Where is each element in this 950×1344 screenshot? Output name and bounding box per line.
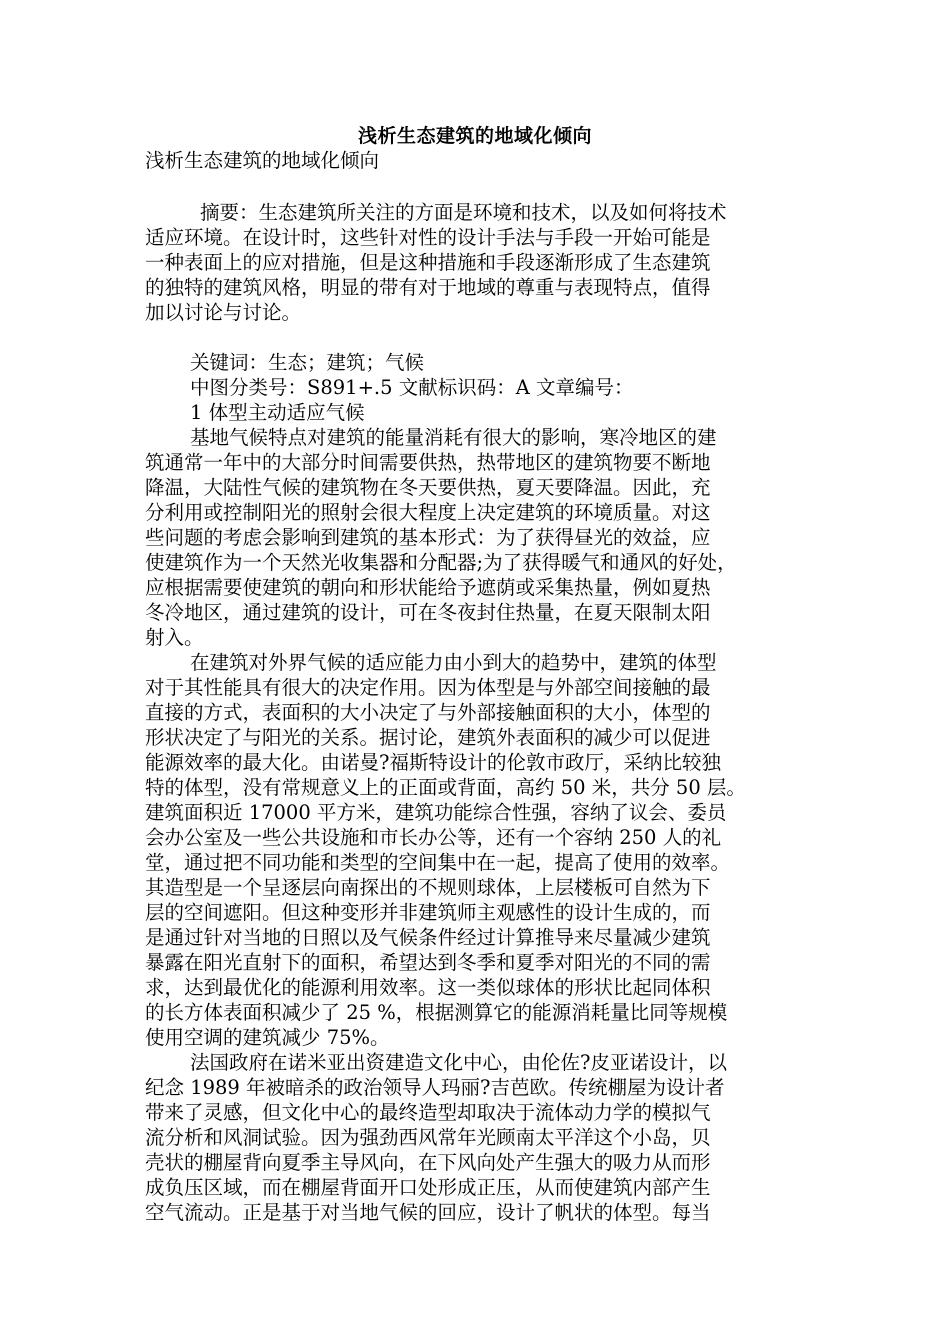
paragraph-line: 层的空间遮阳。但这种变形并非建筑师主观感性的设计生成的，而 (145, 901, 711, 924)
section-heading: 1 体型主动适应气候 (190, 401, 365, 424)
abstract-line: 摘要：生态建筑所关注的方面是环境和技术，以及如何将技术 (200, 201, 727, 224)
paragraph-line: 其造型是一个呈逐层向南探出的不规则球体，上层楼板可自然为下 (145, 876, 711, 899)
paragraph-line: 基地气候特点对建筑的能量消耗有很大的影响，寒冷地区的建 (190, 426, 717, 449)
paragraph-line: 射入。 (145, 626, 204, 649)
paragraph-line: 建筑面积近 17000 平方米，建筑功能综合性强，容纳了议会、委员 (145, 801, 727, 824)
classification-info: 中图分类号：S891+.5 文献标识码：A 文章编号： (190, 376, 634, 399)
abstract-line: 适应环境。在设计时，这些针对性的设计手法与手段一开始可能是 (145, 226, 711, 249)
paragraph-line: 纪念 1989 年被暗杀的政治领导人玛丽?吉芭欧。传统棚屋为设计者 (145, 1076, 725, 1099)
paragraph-line: 法国政府在诺米亚出资建造文化中心，由伦佐?皮亚诺设计，以 (190, 1051, 727, 1074)
paragraph-line: 应根据需要使建筑的朝向和形状能给予遮荫或采集热量，例如夏热 (145, 576, 711, 599)
paragraph-line: 堂，通过把不同功能和类型的空间集中在一起，提高了使用的效率。 (145, 851, 731, 874)
paragraph-line: 求，达到最优化的能源利用效率。这一类似球体的形状比起同体积 (145, 976, 711, 999)
document-subtitle: 浅析生态建筑的地域化倾向 (145, 149, 380, 172)
paragraph-line: 使用空调的建筑减少 75%。 (145, 1026, 390, 1049)
paragraph-line: 形状决定了与阳光的关系。据讨论，建筑外表面积的减少可以促进 (145, 726, 711, 749)
paragraph-line: 对于其性能具有很大的决定作用。因为体型是与外部空间接触的最 (145, 676, 711, 699)
paragraph-line: 使建筑作为一个天然光收集器和分配器;为了获得暖气和通风的好处， (145, 551, 737, 574)
paragraph-line: 成负压区域，而在棚屋背面开口处形成正压，从而使建筑内部产生 (145, 1176, 711, 1199)
paragraph-line: 是通过针对当地的日照以及气候条件经过计算推导来尽量减少建筑 (145, 926, 711, 949)
document-title: 浅析生态建筑的地域化倾向 (357, 125, 592, 147)
paragraph-line: 分利用或控制阳光的照射会很大程度上决定建筑的环境质量。对这 (145, 501, 711, 524)
keywords: 关键词：生态；建筑；气候 (190, 351, 425, 374)
paragraph-line: 直接的方式，表面积的大小决定了与外部接触面积的大小，体型的 (145, 701, 711, 724)
abstract-line: 的独特的建筑风格，明显的带有对于地域的尊重与表现特点，值得 (145, 276, 711, 299)
paragraph-line: 筑通常一年中的大部分时间需要供热，热带地区的建筑物要不断地 (145, 451, 711, 474)
paragraph-line: 会办公室及一些公共设施和市长办公等，还有一个容纳 250 人的礼 (145, 826, 722, 849)
paragraph-line: 能源效率的最大化。由诺曼?福斯特设计的伦敦市政厅，采纳比较独 (145, 751, 721, 774)
paragraph-line: 流分析和风洞试验。因为强劲西风常年光顾南太平洋这个小岛，贝 (145, 1126, 711, 1149)
paragraph-line: 壳状的棚屋背向夏季主导风向，在下风向处产生强大的吸力从而形 (145, 1151, 711, 1174)
paragraph-line: 冬冷地区，通过建筑的设计，可在冬夜封住热量，在夏天限制太阳 (145, 601, 711, 624)
paragraph-line: 的长方体表面积减少了 25 %，根据测算它的能源消耗量比同等规模 (145, 1001, 728, 1024)
paragraph-line: 降温，大陆性气候的建筑物在冬天要供热，夏天要降温。因此，充 (145, 476, 711, 499)
abstract-line: 加以讨论与讨论。 (145, 301, 302, 324)
paragraph-line: 些问题的考虑会影响到建筑的基本形式：为了获得昼光的效益，应 (145, 526, 711, 549)
paragraph-line: 带来了灵感，但文化中心的最终造型却取决于流体动力学的模拟气 (145, 1101, 711, 1124)
paragraph-line: 特的体型，没有常规意义上的正面或背面，高约 50 米，共分 50 层。 (145, 776, 746, 799)
abstract-line: 一种表面上的应对措施，但是这种措施和手段逐渐形成了生态建筑 (145, 251, 711, 274)
paragraph-line: 空气流动。正是基于对当地气候的回应，设计了帆状的体型。每当 (145, 1201, 711, 1224)
paragraph-line: 在建筑对外界气候的适应能力由小到大的趋势中，建筑的体型 (190, 651, 717, 674)
paragraph-line: 暴露在阳光直射下的面积，希望达到冬季和夏季对阳光的不同的需 (145, 951, 711, 974)
